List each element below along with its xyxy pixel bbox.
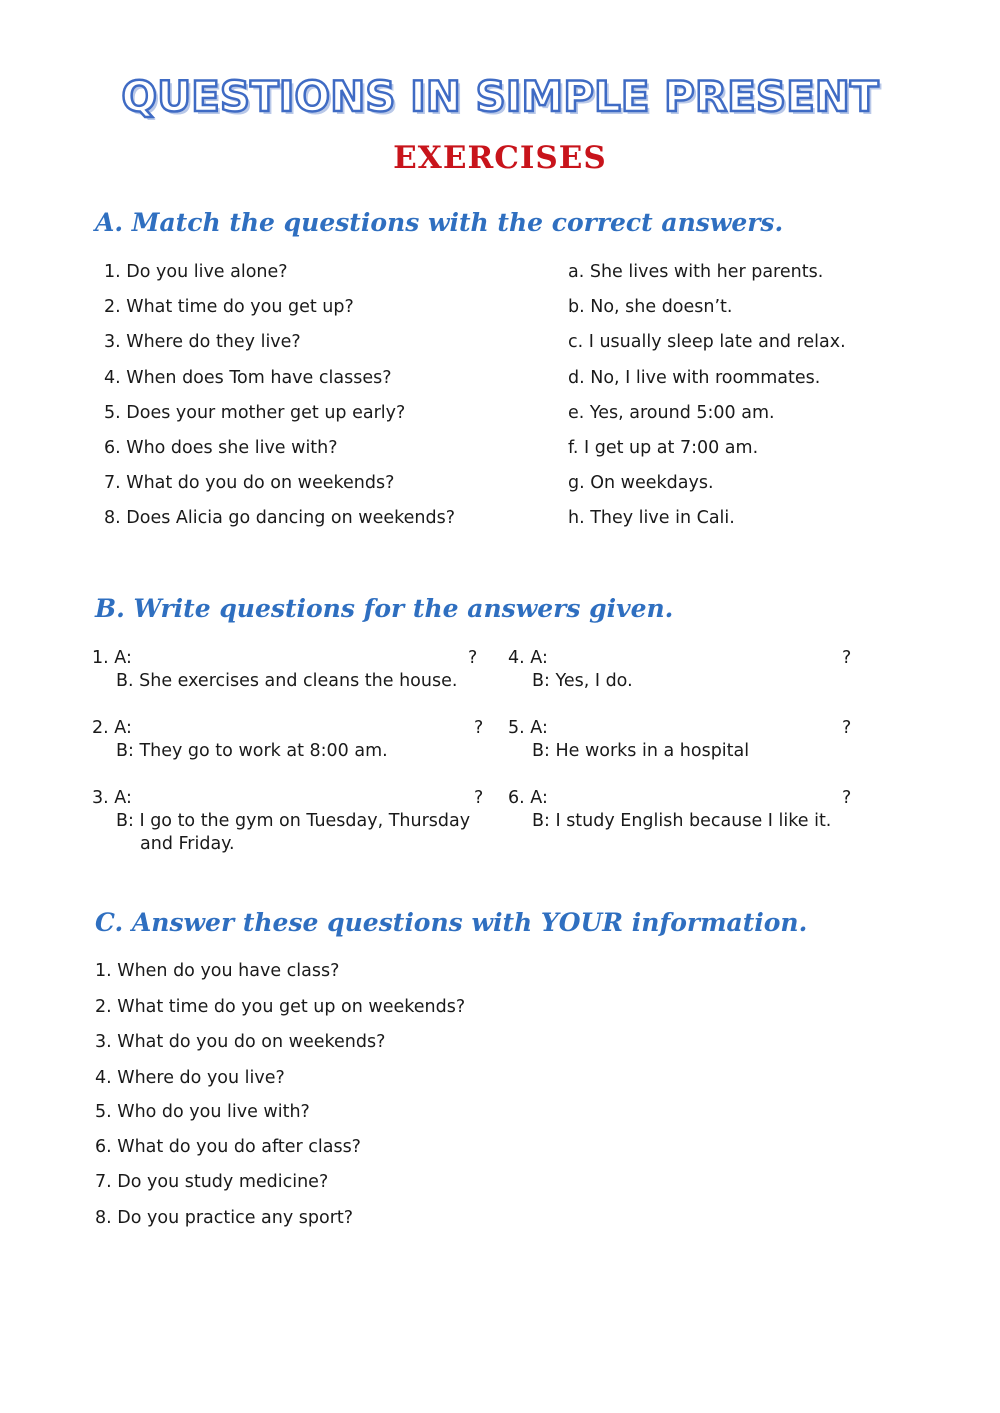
- qa-item-4: [508, 647, 853, 693]
- personal-question-1: 1. When do you have class?: [95, 961, 340, 981]
- personal-question-7: 7. Do you study medicine?: [95, 1172, 329, 1192]
- match-question-5: 5. Does your mother get up early?: [104, 403, 406, 423]
- qa-answer: B: I go to the gym on Tuesday, Thursday: [116, 811, 471, 831]
- qa-item-5: [508, 717, 853, 763]
- match-question-2: 2. What time do you get up?: [104, 297, 354, 317]
- qa-item-2: [92, 717, 482, 763]
- qa-answer-continued: and Friday.: [140, 834, 235, 854]
- qa-question-label: A:: [530, 648, 548, 668]
- match-answer-f: f. I get up at 7:00 am.: [568, 438, 759, 458]
- qa-number: 5.: [508, 718, 525, 738]
- qa-answer: B: I study English because I like it.: [532, 811, 832, 831]
- match-answer-g: g. On weekdays.: [568, 473, 714, 493]
- qa-number: 4.: [508, 648, 525, 668]
- qa-number: 1.: [92, 648, 109, 668]
- qa-question-mark: ?: [474, 718, 484, 738]
- qa-item-6: [508, 787, 853, 833]
- match-answer-b: b. No, she doesn’t.: [568, 297, 733, 317]
- personal-question-8: 8. Do you practice any sport?: [95, 1208, 354, 1228]
- personal-question-6: 6. What do you do after class?: [95, 1137, 361, 1157]
- match-question-8: 8. Does Alicia go dancing on weekends?: [104, 508, 455, 528]
- qa-question-mark: ?: [474, 788, 484, 808]
- match-question-6: 6. Who does she live with?: [104, 438, 338, 458]
- section-a-heading: A. Match the questions with the correct answers.: [95, 208, 784, 237]
- qa-question-label: A:: [114, 718, 132, 738]
- qa-answer: B: They go to work at 8:00 am.: [116, 741, 388, 761]
- section-c-heading: C. Answer these questions with YOUR information.: [95, 908, 808, 937]
- qa-answer: B: Yes, I do.: [532, 671, 633, 691]
- qa-question-mark: ?: [842, 718, 852, 738]
- section-b-heading: B. Write questions for the answers given.: [95, 594, 674, 623]
- worksheet-title: QUESTIONS IN SIMPLE PRESENT: [121, 72, 879, 121]
- qa-number: 2.: [92, 718, 109, 738]
- qa-item-1: [92, 647, 482, 693]
- match-answer-a: a. She lives with her parents.: [568, 262, 824, 282]
- worksheet-subtitle: EXERCISES: [393, 140, 607, 176]
- qa-question-label: A:: [530, 788, 548, 808]
- qa-question-label: A:: [530, 718, 548, 738]
- qa-number: 6.: [508, 788, 525, 808]
- qa-answer: B. She exercises and cleans the house.: [116, 671, 458, 691]
- qa-answer: B: He works in a hospital: [532, 741, 750, 761]
- qa-question-mark: ?: [842, 788, 852, 808]
- qa-number: 3.: [92, 788, 109, 808]
- match-answer-d: d. No, I live with roommates.: [568, 368, 821, 388]
- match-answer-c: c. I usually sleep late and relax.: [568, 332, 846, 352]
- match-answer-e: e. Yes, around 5:00 am.: [568, 403, 775, 423]
- qa-question-mark: ?: [468, 648, 478, 668]
- personal-question-2: 2. What time do you get up on weekends?: [95, 997, 466, 1017]
- personal-question-3: 3. What do you do on weekends?: [95, 1032, 386, 1052]
- match-answer-h: h. They live in Cali.: [568, 508, 735, 528]
- match-question-1: 1. Do you live alone?: [104, 262, 288, 282]
- personal-question-4: 4. Where do you live?: [95, 1068, 285, 1088]
- match-question-3: 3. Where do they live?: [104, 332, 301, 352]
- match-question-4: 4. When does Tom have classes?: [104, 368, 392, 388]
- qa-question-label: A:: [114, 648, 132, 668]
- qa-question-mark: ?: [842, 648, 852, 668]
- qa-item-3: [92, 787, 487, 856]
- qa-question-label: A:: [114, 788, 132, 808]
- match-question-7: 7. What do you do on weekends?: [104, 473, 395, 493]
- personal-question-5: 5. Who do you live with?: [95, 1102, 310, 1122]
